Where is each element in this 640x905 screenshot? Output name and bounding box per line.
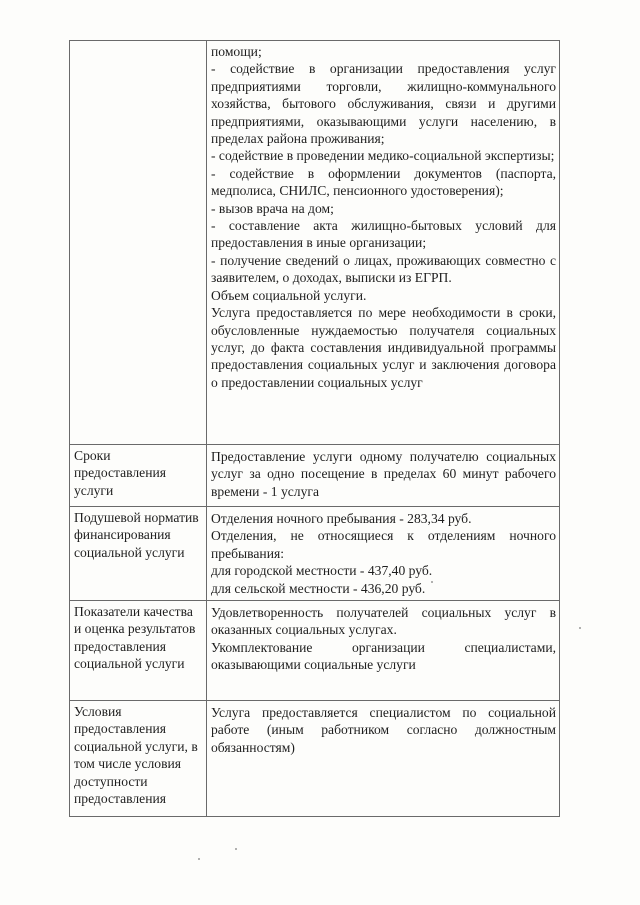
content-line: Отделения ночного пребывания - 283,34 руб.	[211, 511, 472, 526]
row-label: Сроки предоставления услуги	[70, 445, 207, 507]
row-label-empty	[70, 41, 207, 445]
table-row	[70, 41, 560, 445]
row-label: Подушевой норматив финансирования социальной услуги	[70, 507, 207, 601]
scan-speck	[431, 581, 433, 583]
content-line: - содействие в организации предоставления услуг предприятиями торговли, жилищно-коммунального хозяйства, бытового обслуживания, связи и другими предприятиями, оказывающими услуги населению, в пределах района проживания;	[211, 61, 556, 147]
content-line: Укомплектование организации специалистами, оказывающими социальные услуги	[211, 639, 556, 673]
table-row	[70, 445, 560, 507]
table-row	[70, 701, 560, 817]
table-row	[70, 507, 560, 601]
row-content	[207, 601, 560, 701]
content-line: Услуга предоставляется по мере необходимости в сроки, обусловленные нуждаемостью получателя социальных услуг, до факта составления индивидуальной программы предоставления социальных услуг и заключения договора о предоставлении социальных услуг	[211, 305, 556, 390]
content-line: для сельской местности - 436,20 руб.	[211, 580, 426, 596]
scan-speck	[198, 858, 200, 860]
row-content	[207, 507, 560, 601]
row-content	[207, 701, 560, 817]
content-line: - вызов врача на дом;	[211, 200, 334, 216]
service-description-table	[69, 40, 560, 817]
row-content	[207, 445, 560, 507]
content-line: Удовлетворенность получателей социальных услуг в оказанных социальных услугах.	[211, 605, 556, 638]
content-line: - содействие в оформлении документов (паспорта, медполиса, СНИЛС, пенсионного удостоверения);	[211, 165, 556, 199]
content-line: для городской местности - 437,40 руб.	[211, 563, 433, 579]
content-line: помощи;	[211, 44, 262, 59]
row-label: Условия предоставления социальной услуги, в том числе условия доступности предоставления	[70, 701, 207, 817]
row-content	[207, 41, 560, 445]
row-label: Показатели качества и оценка результатов предоставления социальной услуги	[70, 601, 207, 701]
content-line: - получение сведений о лицах, проживающих совместно с заявителем, о доходах, выписки из ЕГРП.	[211, 252, 556, 286]
content-line: Предоставление услуги одному получателю социальных услуг за одно посещение в пределах 60 минут рабочего времени - 1 услуга	[211, 449, 556, 499]
content-line: - содействие в проведении медико-социальной экспертизы;	[211, 148, 555, 164]
content-line: Отделения, не относящиеся к отделениям ночного пребывания:	[211, 528, 556, 561]
content-line: Объем социальной услуги.	[211, 287, 367, 303]
content-line: Услуга предоставляется специалистом по социальной работе (иным работником согласно должностным обязанностям)	[211, 705, 556, 755]
scan-speck	[235, 848, 237, 850]
content-line: - составление акта жилищно-бытовых условий для предоставления в иные организации;	[211, 218, 556, 251]
table-row	[70, 601, 560, 701]
scan-speck	[579, 627, 581, 629]
